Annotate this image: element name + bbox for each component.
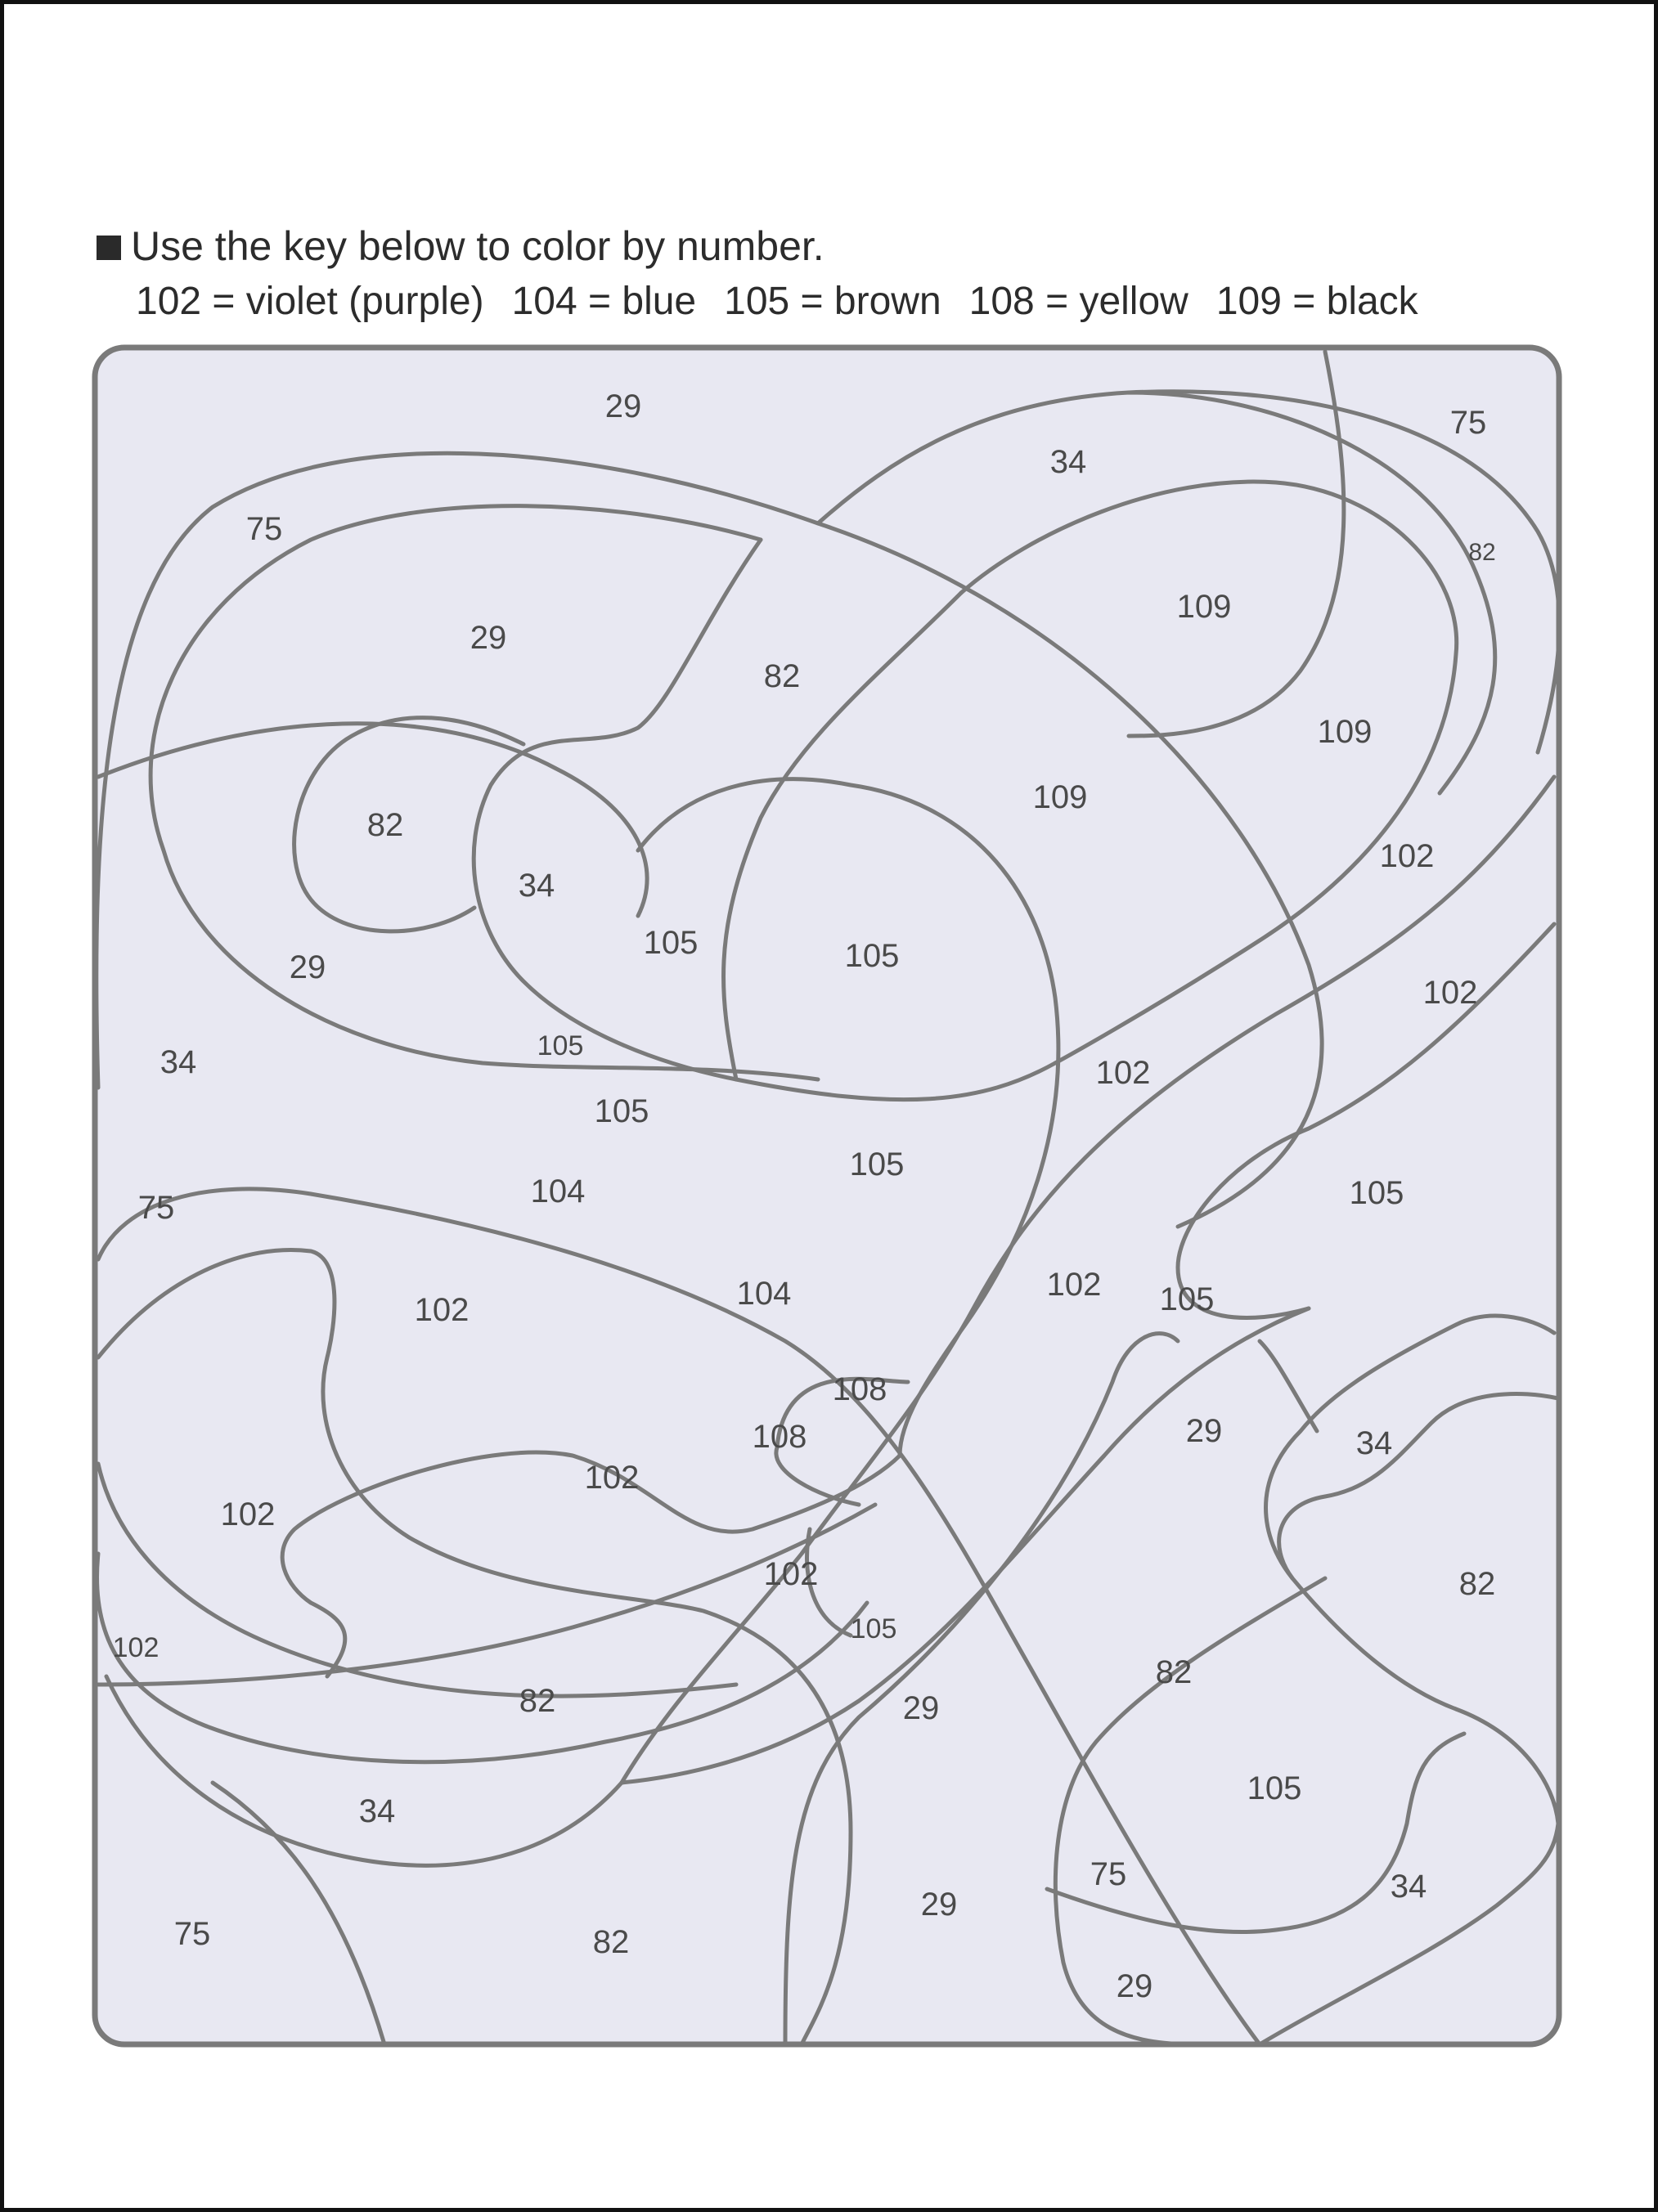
region-number: 29: [920, 1887, 958, 1923]
region-number: 105: [594, 1093, 649, 1129]
region-number: 105: [850, 1613, 897, 1644]
region-number: 34: [160, 1044, 197, 1080]
region-number: 82: [1468, 539, 1496, 566]
region-number: 109: [1176, 589, 1232, 625]
key-item-102: 102 = violet (purple): [136, 280, 484, 323]
region-number: 102: [1046, 1267, 1102, 1303]
region-number: 82: [763, 658, 801, 694]
region-number: 75: [137, 1190, 175, 1226]
region-number: 82: [519, 1683, 556, 1719]
region-number: 105: [849, 1146, 905, 1182]
region-number: 75: [1090, 1856, 1127, 1892]
region-number: 34: [358, 1793, 396, 1829]
region-number: 82: [1155, 1654, 1193, 1690]
region-number: 102: [584, 1460, 640, 1496]
region-number: 105: [1159, 1281, 1215, 1317]
region-number: 102: [1379, 838, 1435, 874]
region-number: 34: [518, 868, 555, 904]
region-number: 109: [1032, 779, 1088, 815]
region-number: 108: [752, 1419, 807, 1455]
region-number: 105: [537, 1030, 584, 1061]
region-number: 105: [1349, 1175, 1404, 1211]
key-item-105: 105 = brown: [724, 280, 941, 323]
instruction-text: Use the key below to color by number.: [131, 223, 825, 269]
key-item-108: 108 = yellow: [968, 280, 1188, 323]
region-number: 75: [173, 1916, 211, 1952]
key-item-109: 109 = black: [1215, 280, 1418, 323]
region-number: 102: [112, 1632, 160, 1663]
region-number: 82: [1458, 1566, 1496, 1602]
region-number: 34: [1049, 444, 1087, 480]
region-number: 29: [1185, 1413, 1223, 1449]
region-number: 102: [1422, 975, 1478, 1011]
region-number: 75: [1449, 405, 1487, 441]
region-number: 34: [1355, 1425, 1393, 1461]
region-number: 29: [289, 949, 326, 985]
region-number: 82: [366, 807, 404, 843]
region-number: 82: [592, 1924, 630, 1960]
region-number: 109: [1317, 714, 1373, 750]
region-number: 105: [643, 925, 699, 961]
region-number: 102: [763, 1556, 819, 1592]
region-number: 104: [530, 1173, 586, 1209]
region-number: 105: [1247, 1770, 1302, 1806]
region-number: 108: [832, 1371, 887, 1407]
key-item-104: 104 = blue: [511, 280, 697, 323]
region-number: 29: [902, 1690, 940, 1726]
region-number: 29: [470, 620, 507, 656]
region-number: 104: [736, 1276, 792, 1312]
region-number: 34: [1390, 1869, 1427, 1905]
region-number: 29: [1116, 1968, 1153, 2004]
region-number: 29: [604, 388, 642, 424]
region-number: 102: [220, 1496, 276, 1532]
region-number: 102: [1095, 1055, 1151, 1091]
region-number: 102: [414, 1292, 470, 1328]
region-number: 75: [245, 511, 283, 547]
region-number: 105: [844, 938, 900, 974]
